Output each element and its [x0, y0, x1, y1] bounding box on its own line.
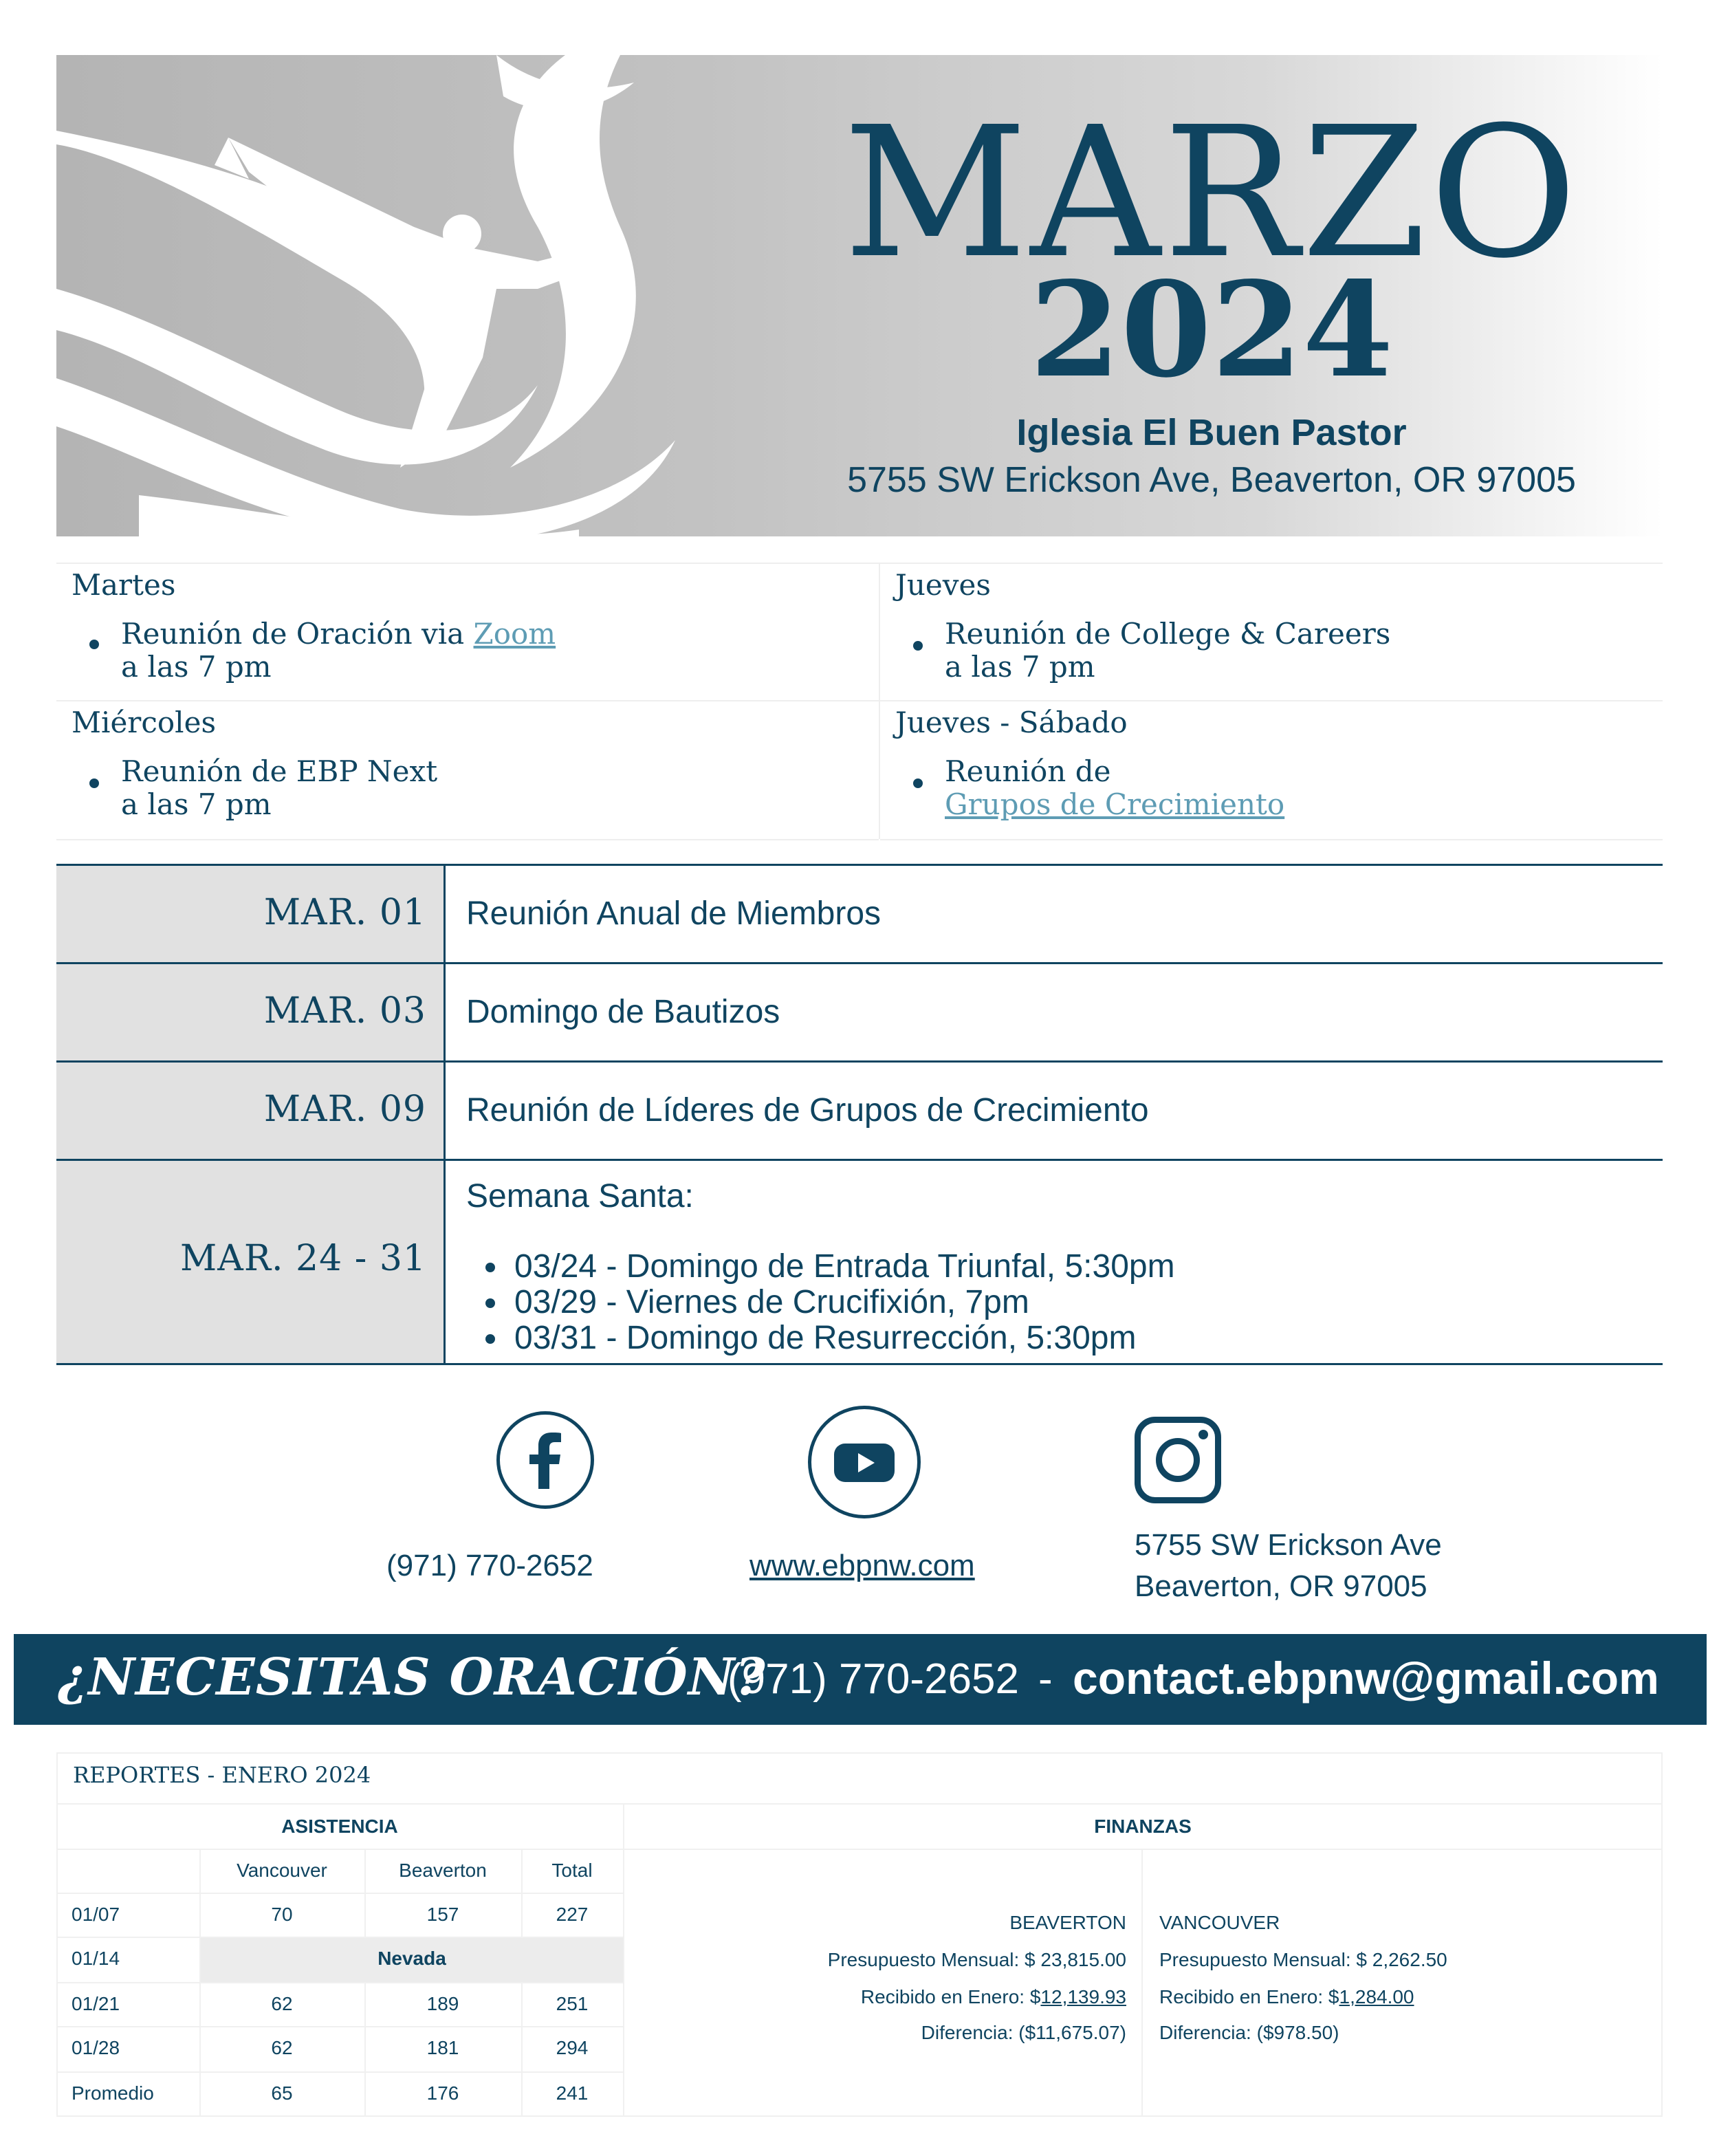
vancouver-difference — [1159, 2022, 1339, 2044]
dove-figure-artwork — [56, 55, 813, 536]
schedule-item: Reunión de College & Careers — [945, 617, 1391, 651]
cell-total: 227 — [556, 1904, 589, 1925]
cell-vancouver: 62 — [271, 2037, 293, 2058]
beaverton-difference — [624, 2022, 1126, 2044]
facebook-icon[interactable] — [496, 1411, 594, 1509]
youtube-icon[interactable] — [808, 1406, 921, 1518]
contact-address-line1: 5755 SW Erickson Ave — [1135, 1528, 1442, 1562]
vancouver-label: VANCOUVER — [1159, 1912, 1280, 1933]
column-header: Vancouver — [237, 1860, 327, 1881]
church-name: Iglesia El Buen Pastor — [1016, 412, 1407, 453]
divider — [1141, 1849, 1143, 2117]
divider — [56, 1849, 1663, 1850]
schedule-item: Reunión de EBP Next — [121, 754, 438, 788]
attendance-header: ASISTENCIA — [281, 1816, 398, 1837]
cell-beaverton: 189 — [426, 1993, 459, 2014]
divider — [56, 2115, 1663, 2117]
schedule-time: a las 7 pm — [121, 650, 272, 684]
received-label: Recibido en Enero: $ — [1159, 1986, 1339, 2007]
received-label: Recibido en Enero: $ — [860, 1986, 1041, 2007]
prayer-phone: (971) 770-2652 — [727, 1655, 1019, 1703]
schedule-cell-miercoles — [56, 700, 879, 840]
schedule-item-text: Reunión de Oración via — [121, 617, 474, 651]
cell-vancouver: 65 — [271, 2082, 293, 2104]
event-subitem: 03/24 - Domingo de Entrada Triunfal, 5:30pm — [514, 1248, 1175, 1285]
divider — [56, 1752, 1663, 1754]
reports-section — [56, 1752, 1663, 2117]
cell-beaverton: 157 — [426, 1904, 459, 1925]
divider — [56, 1982, 623, 1983]
zoom-link[interactable]: Zoom — [473, 617, 556, 651]
difference-label: Diferencia: — [921, 2022, 1019, 2043]
bullet-dot — [485, 1263, 495, 1272]
received-value: 1,284.00 — [1339, 1986, 1414, 2007]
divider — [56, 1893, 623, 1894]
difference-value: ($978.50) — [1256, 2022, 1339, 2043]
cell-vancouver: 70 — [271, 1904, 293, 1925]
instagram-dot — [1198, 1430, 1208, 1439]
cell-total: 241 — [556, 2082, 589, 2104]
event-title: Semana Santa: — [466, 1178, 694, 1215]
budget-label: Presupuesto Mensual: $ — [1159, 1949, 1372, 1970]
divider — [56, 2026, 623, 2027]
grupos-de-crecimiento-link[interactable]: Grupos de Crecimiento — [945, 787, 1285, 821]
event-row — [56, 1060, 1663, 1159]
event-row — [56, 962, 1663, 1060]
cell-note: Nevada — [377, 1948, 446, 1969]
finances-header: FINANZAS — [1094, 1816, 1192, 1837]
event-date: MAR. 24 - 31 — [180, 1238, 426, 1279]
youtube-glyph — [811, 1409, 917, 1515]
prayer-separator: - — [1038, 1655, 1053, 1703]
prayer-banner — [14, 1634, 1707, 1725]
title-year: 2024 — [1029, 253, 1394, 406]
event-subitem: 03/31 - Domingo de Resurrección, 5:30pm — [514, 1320, 1137, 1356]
schedule-cell-jueves — [880, 563, 1663, 700]
vancouver-received — [1159, 1986, 1414, 2008]
contact-address-line2: Beaverton, OR 97005 — [1135, 1569, 1427, 1603]
bullet-dot — [913, 778, 923, 788]
row-date: Promedio — [72, 2082, 154, 2104]
facebook-glyph — [500, 1415, 591, 1505]
column-header: Beaverton — [399, 1860, 487, 1881]
divider — [1661, 1752, 1663, 2117]
event-date: MAR. 09 — [263, 1089, 426, 1130]
difference-value: ($11,675.07) — [1018, 2022, 1126, 2043]
event-row — [56, 864, 1663, 962]
event-title: Reunión Anual de Miembros — [466, 895, 882, 932]
row-date: 01/14 — [72, 1948, 120, 1969]
website-link[interactable]: www.ebpnw.com — [749, 1549, 975, 1582]
bullet-dot — [913, 641, 923, 651]
bullet-dot — [485, 1298, 495, 1308]
schedule-item — [121, 618, 556, 651]
bullet-dot — [485, 1334, 495, 1344]
prayer-question: ¿NECESITAS ORACIÓN? — [58, 1648, 766, 1707]
schedule-day: Martes — [72, 568, 176, 602]
budget-label: Presupuesto Mensual: $ — [827, 1949, 1041, 1970]
cell-total: 294 — [556, 2037, 589, 2058]
event-subitem: 03/29 - Viernes de Crucifixión, 7pm — [514, 1284, 1029, 1320]
divider — [56, 1803, 1663, 1805]
schedule-day: Jueves — [895, 568, 991, 602]
schedule-day: Miércoles — [72, 706, 217, 739]
row-date: 01/28 — [72, 2037, 120, 2058]
cell-vancouver: 62 — [271, 1993, 293, 2014]
schedule-day: Jueves - Sábado — [895, 706, 1128, 739]
received-value: 12,139.93 — [1040, 1986, 1126, 2007]
cell-total: 251 — [556, 1993, 589, 2014]
row-date: 01/21 — [72, 1993, 120, 2014]
cell-beaverton: 176 — [426, 2082, 459, 2104]
weekly-schedule — [56, 563, 1663, 842]
beaverton-label: BEAVERTON — [1009, 1912, 1126, 1933]
prayer-email[interactable]: contact.ebpnw@gmail.com — [1073, 1653, 1659, 1703]
event-row — [56, 1159, 1663, 1365]
event-title: Reunión de Líderes de Grupos de Crecimiento — [466, 1092, 1149, 1129]
cell-beaverton: 181 — [426, 2037, 459, 2058]
bullet-dot — [89, 778, 99, 788]
reports-title: REPORTES - ENERO 2024 — [73, 1762, 371, 1788]
event-title: Domingo de Bautizos — [466, 994, 780, 1030]
row-date: 01/07 — [72, 1904, 120, 1925]
event-date: MAR. 01 — [263, 892, 426, 933]
budget-value: 2,262.50 — [1372, 1949, 1447, 1970]
event-date: MAR. 03 — [263, 990, 426, 1032]
divider — [56, 2071, 623, 2073]
bullet-dot — [89, 640, 99, 649]
beaverton-budget — [624, 1949, 1126, 1971]
contact-phone: (971) 770-2652 — [386, 1549, 593, 1582]
budget-value: 23,815.00 — [1040, 1949, 1126, 1970]
beaverton-received — [624, 1986, 1126, 2008]
schedule-item: Reunión de — [945, 754, 1111, 788]
difference-label: Diferencia: — [1159, 2022, 1257, 2043]
instagram-icon[interactable] — [1135, 1417, 1221, 1503]
divider — [56, 1752, 58, 2117]
schedule-time: a las 7 pm — [945, 650, 1095, 684]
events-table — [56, 864, 1663, 1367]
vancouver-budget — [1159, 1949, 1447, 1971]
schedule-cell-martes — [56, 563, 879, 700]
header-banner — [56, 55, 1663, 536]
title-month: MARZO — [843, 88, 1580, 298]
schedule-time: a las 7 pm — [121, 787, 272, 821]
church-address: 5755 SW Erickson Ave, Beaverton, OR 97005 — [847, 460, 1576, 500]
column-header: Total — [551, 1860, 593, 1881]
instagram-lens — [1156, 1438, 1200, 1482]
schedule-cell-jueves-sabado — [880, 700, 1663, 840]
